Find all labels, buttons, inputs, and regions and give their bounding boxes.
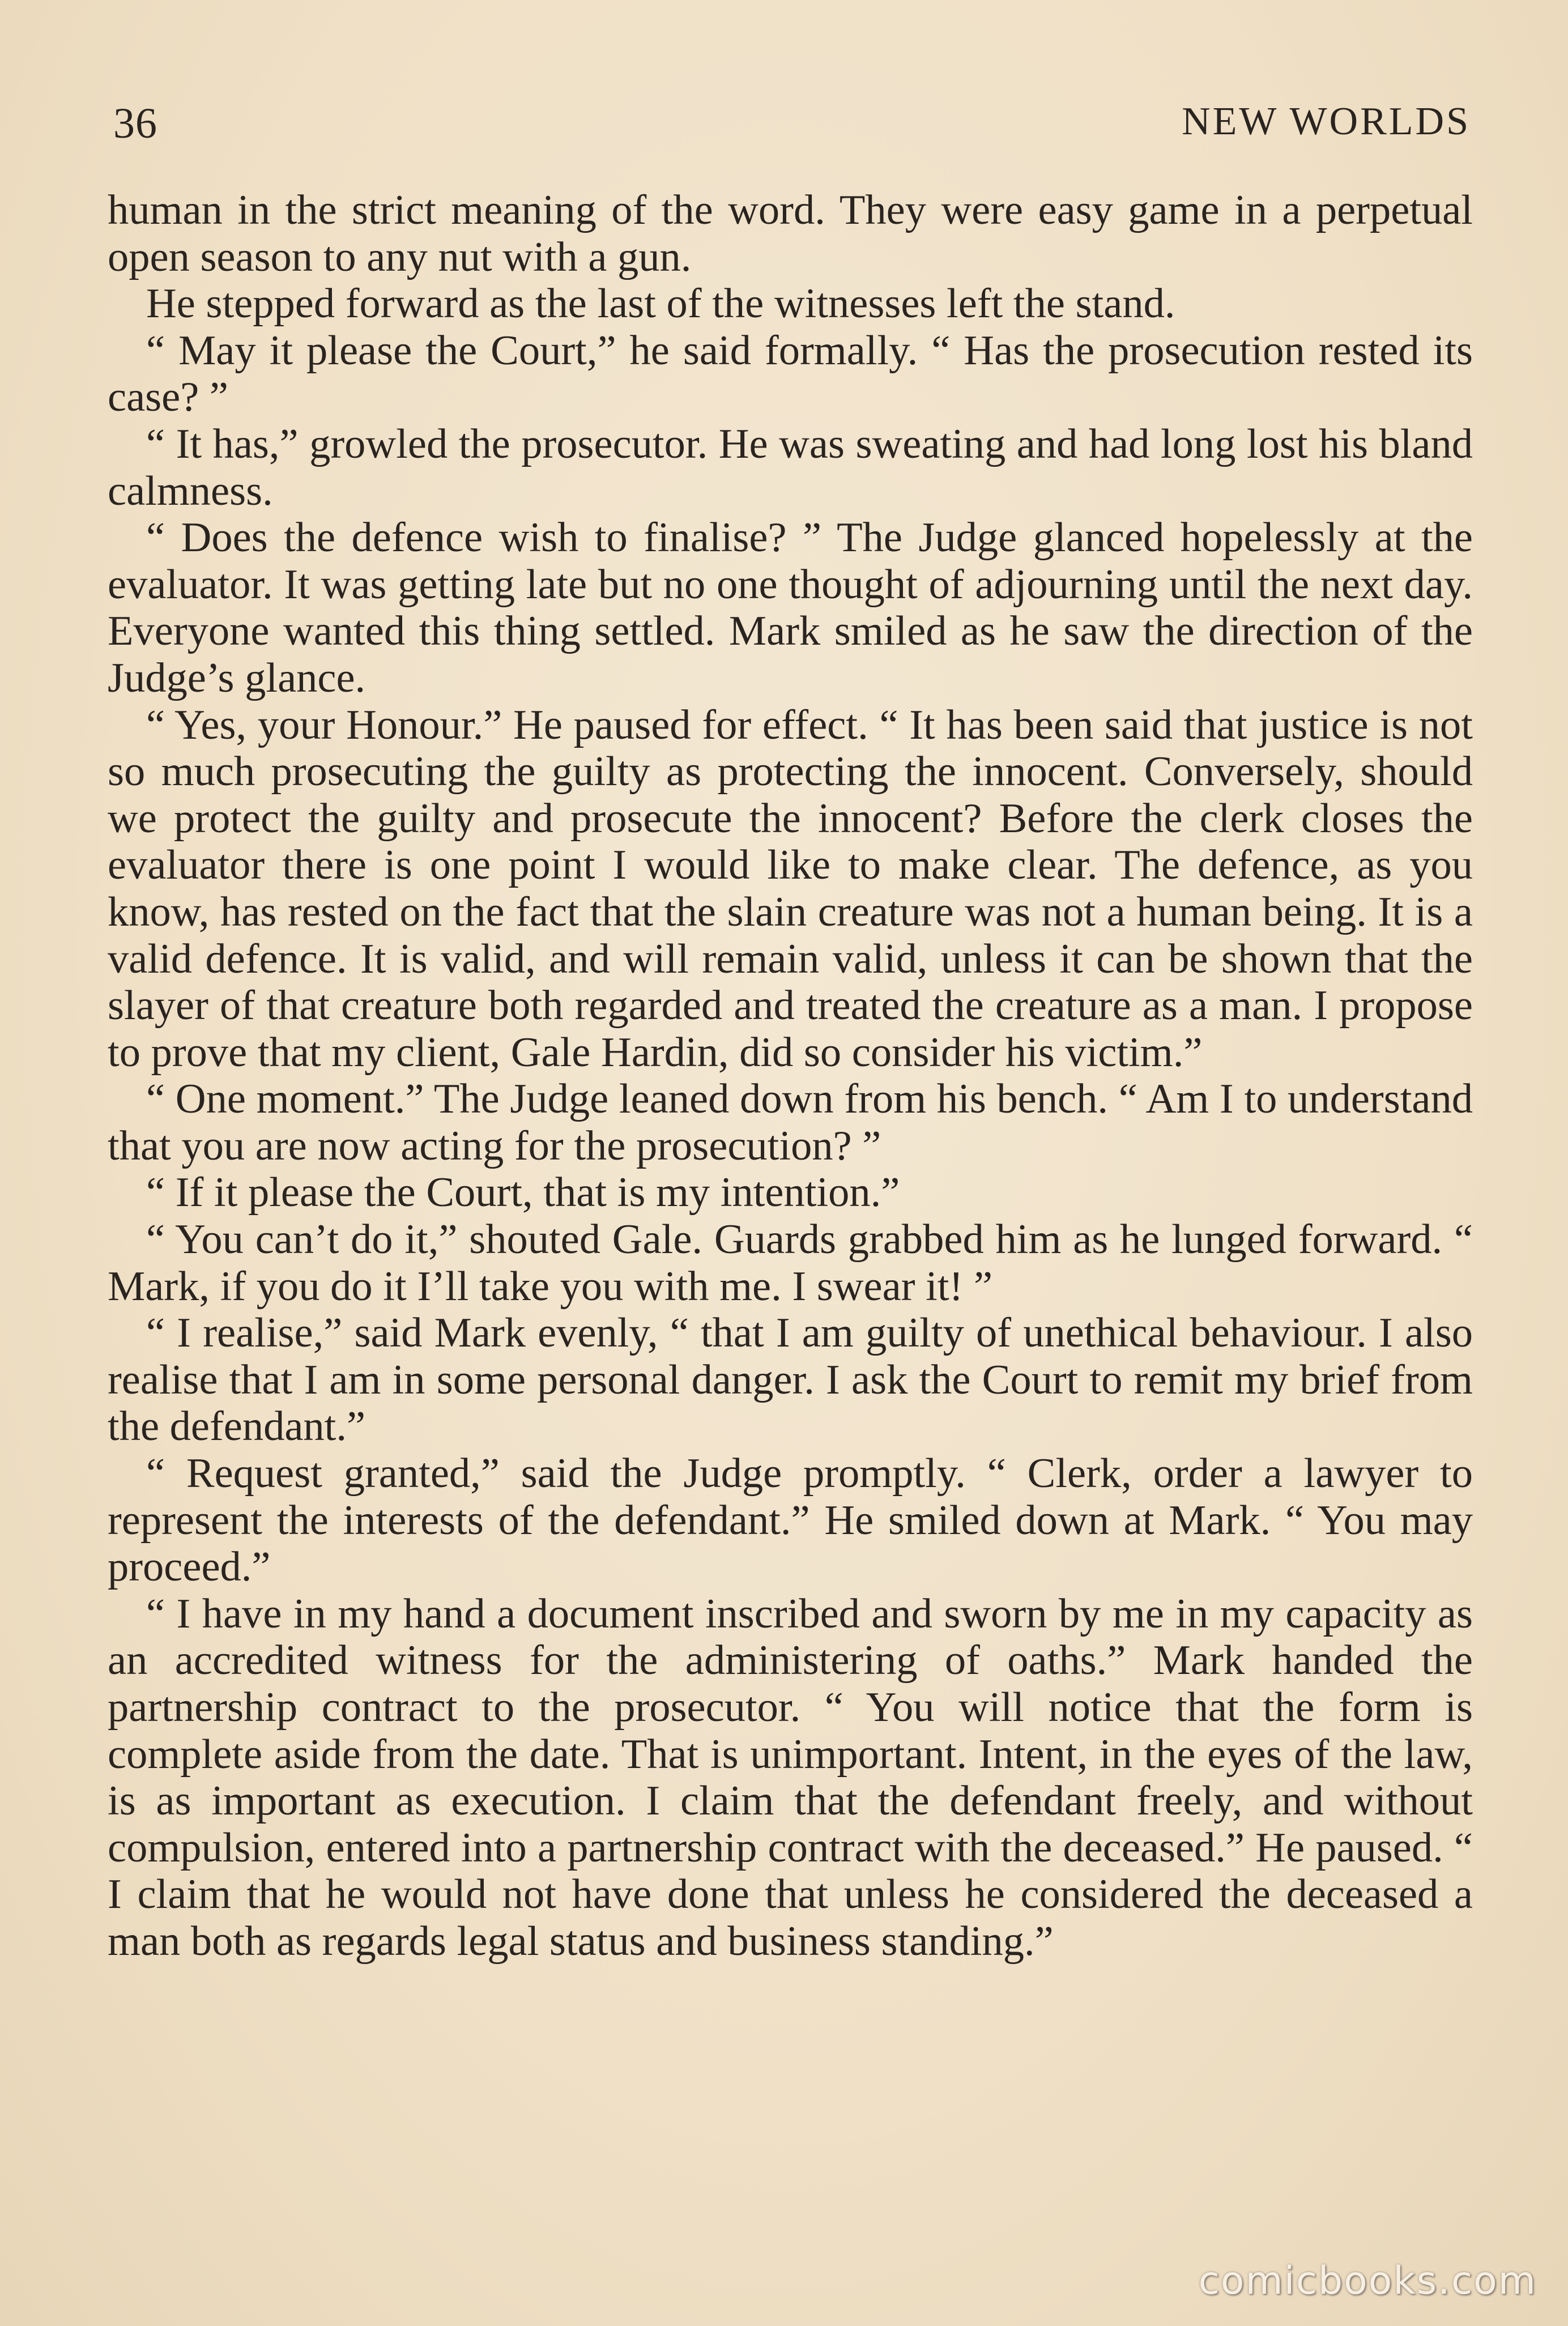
paragraph: “ It has,” growled the prosecutor. He was sweating and had long lost his bland calmness. <box>108 420 1473 514</box>
paragraph: “ One moment.” The Judge leaned down from his bench. “ Am I to understand that you are now acting for the prosecution? ” <box>108 1076 1473 1169</box>
story-text <box>108 187 1473 1965</box>
paragraph: “ You can’t do it,” shouted Gale. Guards grabbed him as he lunged forward. “ Mark, if you do it I’ll take you with me. I swear it! ” <box>108 1216 1473 1310</box>
paragraph: human in the strict meaning of the word. They were easy game in a perpetual open season to any nut with a gun. <box>108 187 1473 280</box>
paragraph: “ Request granted,” said the Judge promptly. “ Clerk, order a lawyer to represent the interests of the defendant.” He smiled down at Mark. “ You may proceed.” <box>108 1450 1473 1591</box>
paragraph: “ I realise,” said Mark evenly, “ that I am guilty of unethical behaviour. I also realise that I am in some personal danger. I ask the Court to remit my brief from the defendant.” <box>108 1310 1473 1450</box>
page-header <box>113 99 1471 161</box>
running-head: NEW WORLDS <box>1182 100 1471 143</box>
paragraph: “ I have in my hand a document inscribed and sworn by me in my capacity as an accredited witness for the administering of oaths.” Mark handed the partnership contract to the prosecutor. “ You will notice that the form is complete aside from the date. That is unimportant. Intent, in the eyes of the law, is as important as execution. I claim that the defendant freely, and without compulsion, entered into a partnership contract with the deceased.” He paused. “ I claim that he would not have done that unless he considered the deceased a man both as regards legal status and business standing.” <box>108 1590 1473 1965</box>
paragraph: “ If it please the Court, that is my intention.” <box>146 1169 900 1216</box>
paragraph: “ May it please the Court,” he said formally. “ Has the prosecution rested its case? ” <box>108 327 1473 421</box>
page-number: 36 <box>113 100 157 147</box>
paragraph: “ Yes, your Honour.” He paused for effect. “ It has been said that justice is not so much prosecuting the guilty as protecting the innocent. Conversely, should we protect the guilty and prosecute the innocent? Before the clerk closes the evaluator there is one point I would like to make clear. The defence, as you know, has rested on the fact that the slain creature was not a human being. It is a valid defence. It is valid, and will remain valid, unless it can be shown that the slayer of that creature both regarded and treated the creature as a man. I propose to prove that my client, Gale Hardin, did so consider his victim.” <box>108 701 1473 1076</box>
paragraph: “ Does the defence wish to finalise? ” The Judge glanced hopelessly at the evaluator. It was getting late but no one thought of adjourning until the next day. Everyone wanted this thing settled. Mark smiled as he saw the direction of the Judge’s glance. <box>108 514 1473 701</box>
watermark: comicbooks.com <box>1198 2259 1537 2303</box>
paragraph: He stepped forward as the last of the witnesses left the stand. <box>146 280 1175 327</box>
